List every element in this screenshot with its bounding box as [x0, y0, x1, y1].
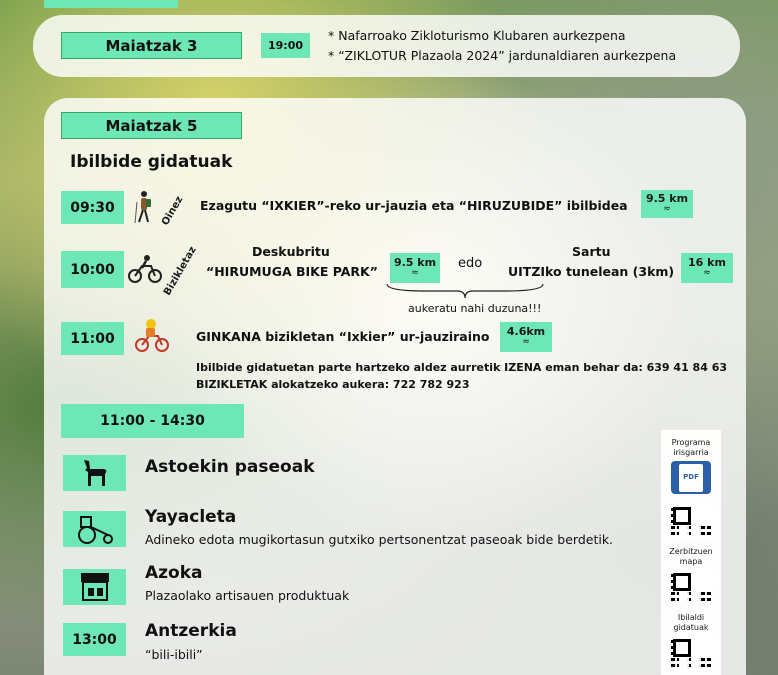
row1-time: 09:30 — [61, 191, 124, 224]
activity-3-title: Azoka — [145, 563, 203, 583]
row2-right-text: UITZIko tunelean (3km) — [508, 264, 675, 279]
activity-3-desc: Plazaolako artisauen produktuak — [145, 588, 350, 603]
activity-1-title: Astoekin paseoak — [145, 457, 315, 477]
activity-1-icon-box — [63, 455, 126, 491]
qr-code-routes[interactable] — [669, 635, 713, 672]
pdf-label: PDF — [679, 464, 703, 492]
theatre-desc: “bili-ibili” — [145, 647, 203, 662]
distance-icon: ≈ — [522, 337, 530, 348]
registration-note: Ibilbide gidatuetan parte hartzeko aldez aurretik IZENA eman behar da: 639 41 84 63 — [196, 361, 728, 374]
activity-2-icon-box — [63, 511, 126, 547]
market-stall-icon — [78, 571, 112, 603]
row1-mode-label: Oinez — [160, 194, 186, 228]
activity-2-desc: Adineko edota mugikortasun gutxiko pertsonentzat paseoak bide berdetik. — [145, 532, 614, 547]
activities-time: 11:00 - 14:30 — [61, 404, 244, 438]
may-3-date: Maiatzak 3 — [61, 32, 242, 59]
may-3-item-1: * Nafarroako Zikloturismo Klubaren aurkezpena — [328, 28, 626, 43]
distance-icon: ≈ — [703, 268, 711, 279]
row3-time: 11:00 — [61, 322, 124, 355]
row2-right-km-badge: 16 km ≈ — [681, 253, 733, 283]
theatre-title: Antzerkia — [145, 621, 237, 641]
top-header-strip — [44, 0, 178, 8]
distance-icon: ≈ — [663, 204, 671, 215]
activity-3-icon-box — [63, 569, 126, 605]
cyclist-icon — [127, 254, 163, 284]
theatre-time: 13:00 — [63, 623, 126, 656]
row2-mode-label: Bizikletaz — [162, 244, 199, 298]
distance-icon: ≈ — [411, 268, 419, 279]
wheelchair-bike-icon — [75, 513, 115, 545]
qr-sidebar — [661, 430, 721, 675]
or-label: edo — [458, 256, 483, 271]
kid-bike-icon — [133, 318, 171, 354]
bike-rental-note: BIZIKLETAK alokatzeko aukera: 722 782 923 — [196, 378, 470, 391]
row2-left-km-badge: 9.5 km ≈ — [390, 253, 440, 283]
donkey-icon — [78, 458, 112, 488]
activity-2-title: Yayacleta — [145, 507, 237, 527]
qr-code-map[interactable] — [669, 569, 713, 606]
row2-time: 10:00 — [61, 251, 124, 288]
hiker-icon — [133, 190, 155, 224]
row3-km-badge: 4.6km ≈ — [500, 322, 552, 352]
accessible-program-label: Programa irisgarria — [671, 438, 711, 457]
guided-routes-label: Ibilaldi gidatuak — [673, 612, 709, 632]
row1-km-badge: 9.5 km ≈ — [641, 190, 693, 218]
guided-routes-heading: Ibilbide gidatuak — [70, 152, 233, 172]
row3-text: GINKANA bizikletan “Ixkier” ur-jauziraino — [196, 329, 490, 344]
may-5-date: Maiatzak 5 — [61, 112, 242, 139]
choose-label: aukeratu nahi duzuna!!! — [408, 302, 542, 315]
may-3-item-2: * “ZIKLOTUR Plazaola 2024” jardunaldiaren aurkezpena — [328, 48, 677, 63]
row1-text: Ezagutu “IXKIER”-reko ur-jauzia eta “HIRUZUBIDE” ibilbidea — [200, 198, 628, 213]
brace-icon — [385, 282, 545, 300]
pdf-icon[interactable] — [671, 461, 711, 494]
row2-left-text: “HIRUMUGA BIKE PARK” — [206, 264, 378, 279]
qr-code-program[interactable] — [669, 503, 713, 540]
row2-right-title: Sartu — [572, 244, 611, 259]
row2-left-title: Deskubritu — [252, 244, 330, 259]
services-map-label: Zerbitzuen mapa — [669, 546, 713, 566]
may-3-time: 19:00 — [261, 33, 310, 58]
